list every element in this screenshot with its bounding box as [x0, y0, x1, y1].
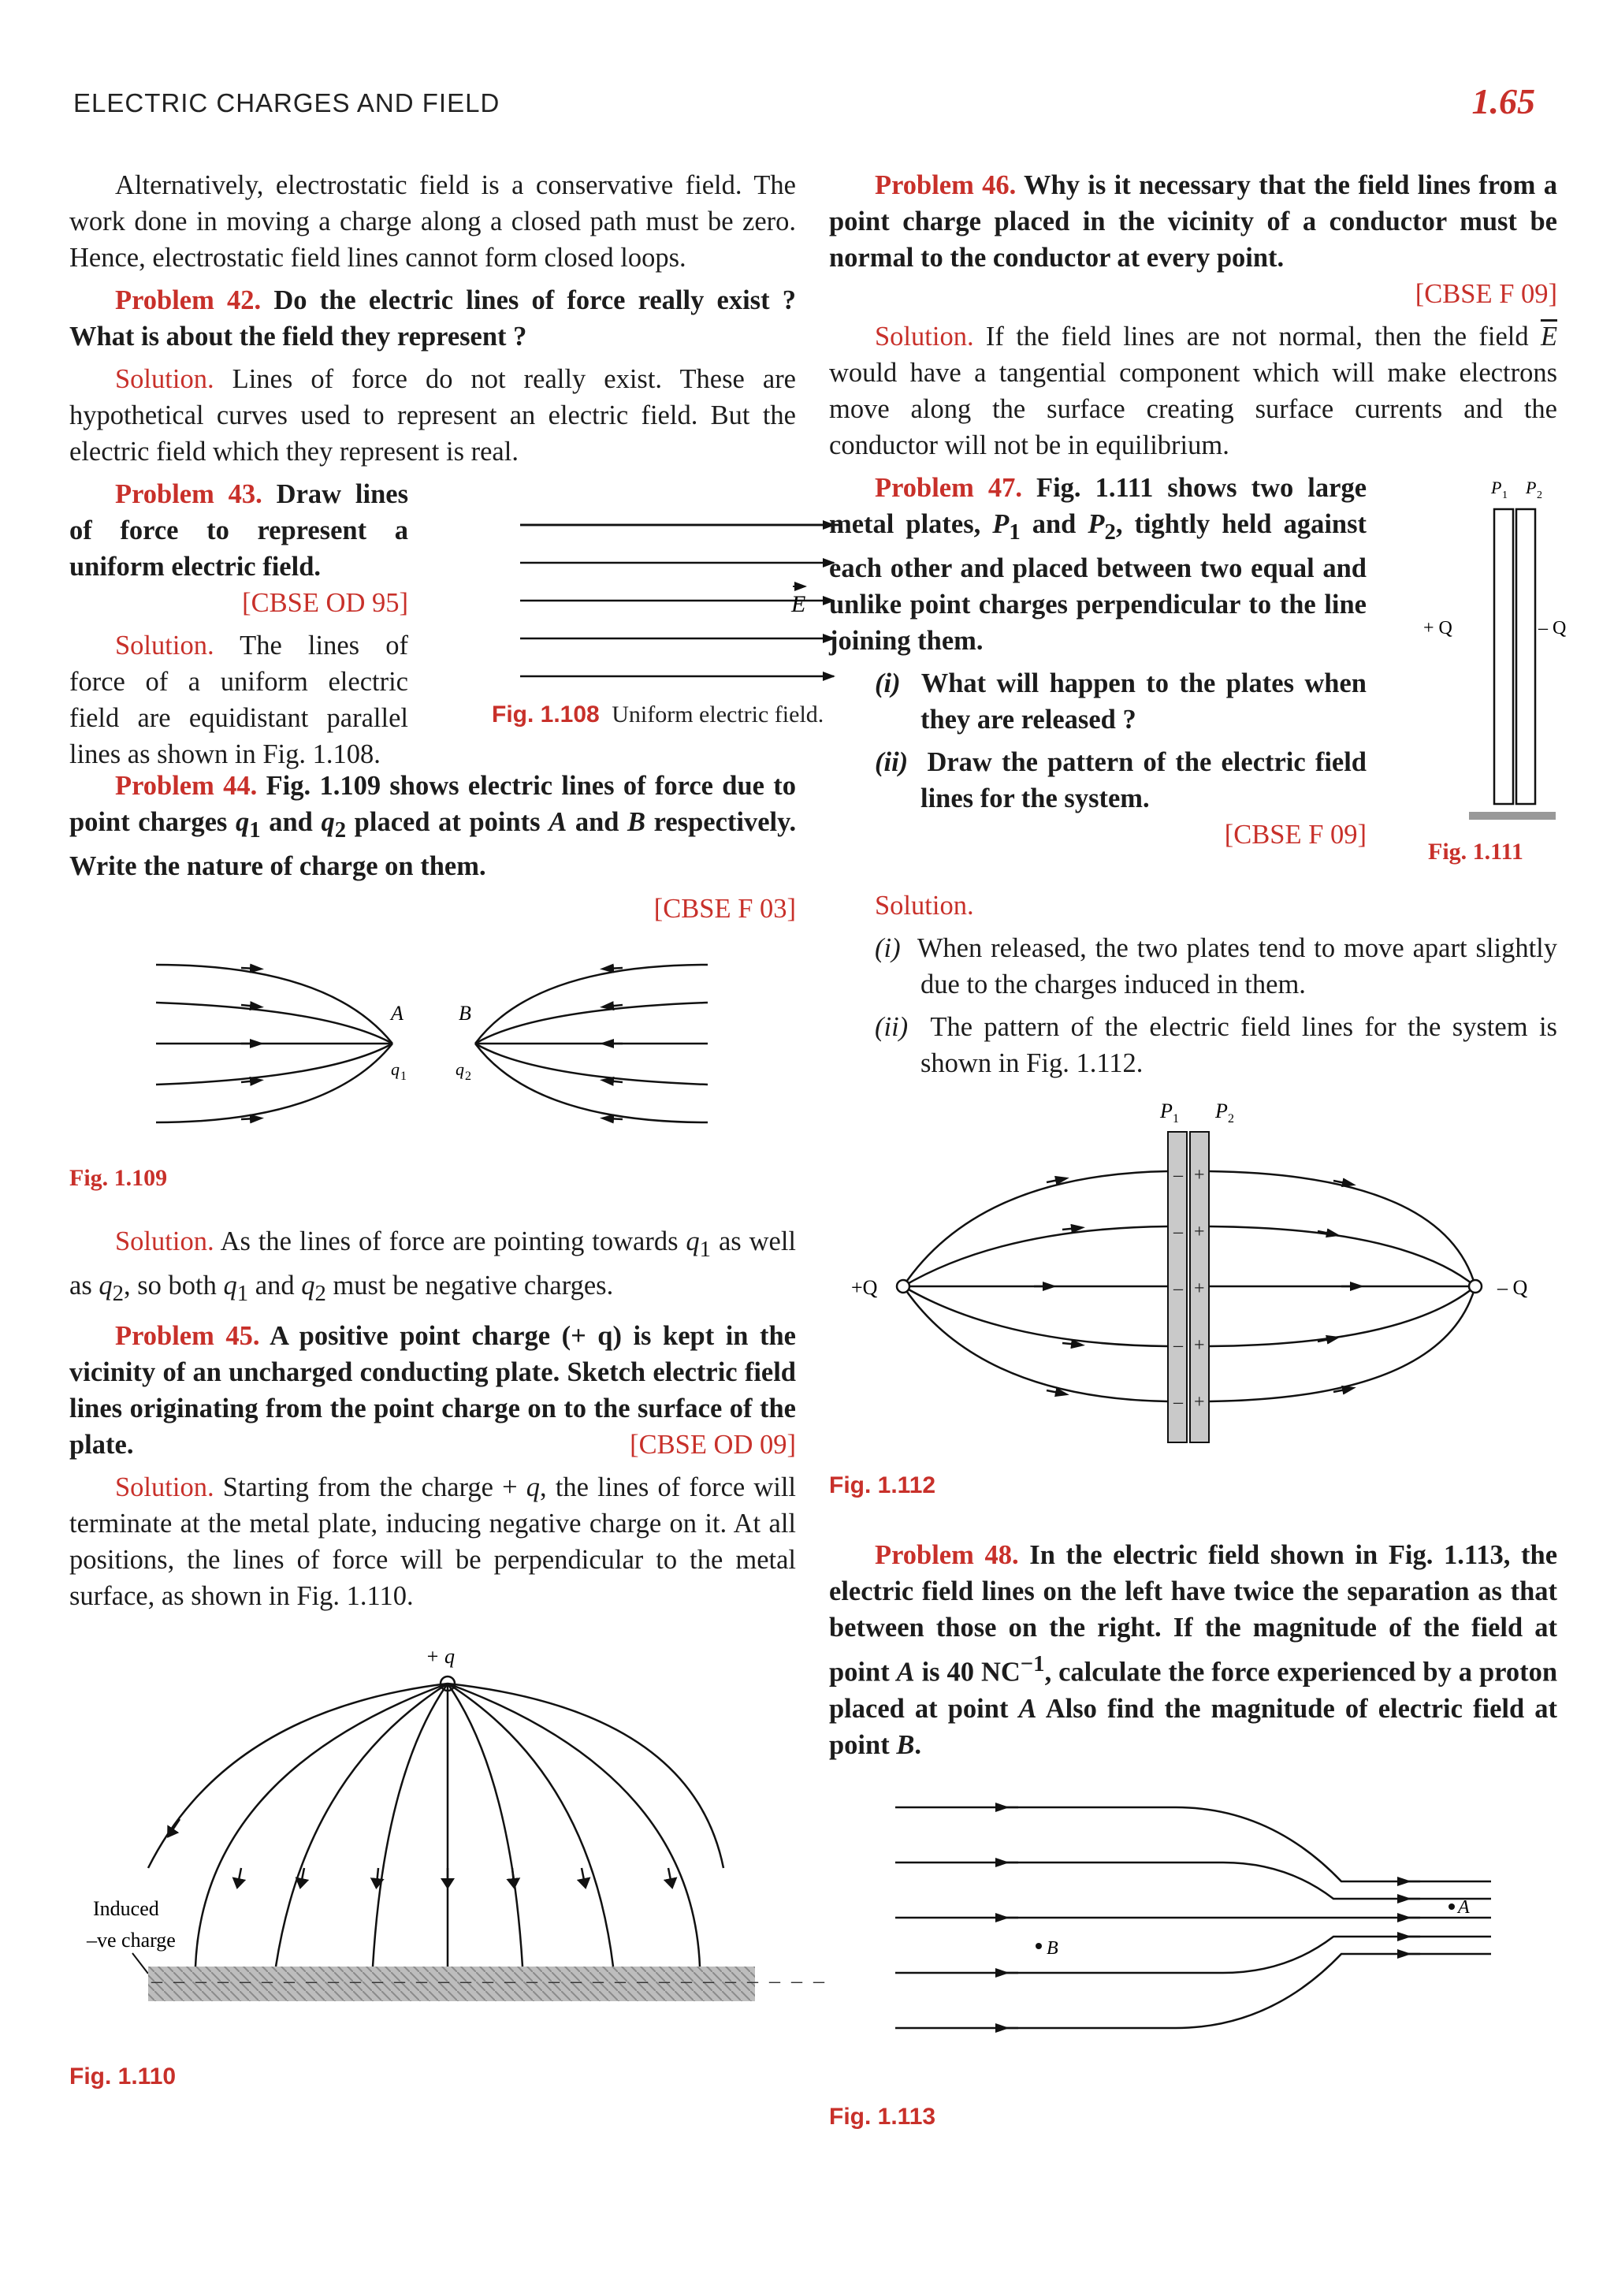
- svg-text:q: q: [456, 1059, 464, 1079]
- problem-45-question: Problem 45. A positive point charge (+ q) is kept in the vicinity of an uncharged conducting plate. Sketch electric field lines originating from the point charge on to the surface of the plate.: [69, 1320, 796, 1460]
- figure-1-108-caption: Fig. 1.108 Uniform electric field.: [492, 701, 824, 728]
- figure-1-108: [448, 508, 824, 807]
- svg-text:– Q: – Q: [1497, 1276, 1528, 1299]
- problem-44-question: Problem 44. Fig. 1.109 shows electric lines of force due to point charges $q_1$ and $q_2$ placed at points A and B respectively. Write the nature of charge on them.: [69, 771, 797, 881]
- svg-text:B: B: [1047, 1937, 1058, 1959]
- svg-text:B: B: [459, 1001, 471, 1025]
- svg-text:––––––––––––––––––––––––––––––: –––––––––––––––––––––––––––––––: [151, 1968, 835, 1993]
- problem-43-question: Problem 43. Draw lines of force to represent a uniform electric field.: [69, 479, 408, 582]
- figure-1-113-caption: Fig. 1.113: [829, 2103, 936, 2130]
- left-column: [69, 167, 835, 2095]
- svg-text:2: 2: [1537, 489, 1542, 501]
- problem-47-block: [829, 470, 1567, 1081]
- svg-text:1: 1: [1173, 1112, 1179, 1126]
- e-field-label: E: [791, 591, 806, 617]
- svg-text:–: –: [1173, 1392, 1183, 1412]
- problem-47-part-i: (i) What will happen to the plates when they are released ?: [875, 668, 1367, 735]
- problem-45-cite: [CBSE OD 09]: [630, 1429, 796, 1460]
- problem-47-solution-i: (i) When released, the two plates tend to move apart slightly due to the charges induced in them.: [875, 933, 1557, 999]
- svg-text:P: P: [1491, 478, 1502, 497]
- svg-text:P: P: [1160, 1100, 1173, 1122]
- problem-46-question: Problem 46. Why is it necessary that the field lines from a point charge placed in the vicinity of a conductor must be normal to the conductor at every point.: [829, 170, 1557, 273]
- problem-43-solution: Solution. The lines of force of a uniform electric field are equidistant parallel lines as shown in Fig. 1.108.: [69, 631, 408, 769]
- problem-47-question: Problem 47. Fig. 1.111 shows two large metal plates, $P_1$ and $P_2$, tightly held against each other and placed between two equal and unlike point charges perpendicular to the line joining them.: [829, 473, 1367, 656]
- svg-text:q: q: [391, 1059, 400, 1079]
- problem-47-solution-ii: (ii) The pattern of the electric field lines for the system is shown in Fig. 1.112.: [875, 1012, 1557, 1078]
- svg-text:A: A: [391, 1001, 404, 1025]
- svg-text:+Q: +Q: [851, 1276, 878, 1299]
- svg-text:–ve charge: –ve charge: [87, 1928, 176, 1952]
- problem-42-solution: Solution. Lines of force do not really exist. These are hypothetical curves used to represent an electric field. But the electric field which they represent is real.: [69, 364, 796, 467]
- problem-44-solution: Solution. As the lines of force are pointing towards $q_1$ as well as $q_2$, so both $q_1$ and $q_2$ must be negative charges.: [69, 1226, 796, 1306]
- svg-text:–: –: [1173, 1278, 1183, 1299]
- svg-text:+ q: + q: [426, 1644, 456, 1668]
- right-column: [829, 167, 1567, 2135]
- problem-46-cite: [CBSE F 09]: [1415, 279, 1557, 309]
- figure-1-110-caption: Fig. 1.110: [69, 2063, 177, 2089]
- svg-text:+: +: [1194, 1335, 1205, 1356]
- problem-48-question: Problem 48. In the electric field shown in Fig. 1.113, the electric field lines on the left have twice the separation as that between those on the right. If the magnitude of the field at point A is 40 $NC^{-1}$, calculate the force experienced by a proton placed at point A Also find the magnitude of electric field at point B.: [829, 1540, 1558, 1760]
- svg-text:–: –: [1173, 1165, 1183, 1185]
- problem-43-block: [69, 476, 824, 823]
- svg-text:–: –: [1173, 1335, 1183, 1356]
- figure-1-110: [69, 1632, 835, 2041]
- figure-1-111: [1376, 470, 1567, 888]
- svg-text:P: P: [1215, 1100, 1228, 1122]
- figure-1-113: [829, 1781, 1554, 2072]
- svg-text:+: +: [1194, 1392, 1205, 1412]
- svg-text:2: 2: [1228, 1112, 1234, 1126]
- problem-44-cite: [CBSE F 03]: [653, 893, 796, 924]
- page-number: 1.65: [1471, 81, 1535, 121]
- problem-47-solution-label: Solution.: [875, 891, 974, 921]
- figure-1-109-caption: Fig. 1.109: [69, 1164, 168, 1191]
- svg-text:1: 1: [400, 1069, 407, 1083]
- problem-47-part-ii: (ii) Draw the pattern of the electric field lines for the system.: [875, 746, 1367, 813]
- figure-1-109: [69, 933, 794, 1193]
- svg-text:2: 2: [465, 1069, 471, 1083]
- svg-text:1: 1: [1502, 489, 1508, 501]
- intro-paragraph: Alternatively, electrostatic field is a conservative field. The work done in moving a charge along a closed path must be zero. Hence, electrostatic field lines cannot form closed loops.: [69, 170, 796, 273]
- svg-text:Induced: Induced: [93, 1896, 159, 1920]
- svg-text:+: +: [1194, 1278, 1205, 1299]
- svg-text:P: P: [1526, 478, 1537, 497]
- svg-text:–: –: [1173, 1222, 1183, 1242]
- svg-text:+ Q: + Q: [1423, 618, 1452, 638]
- svg-text:A: A: [1458, 1896, 1470, 1918]
- problem-43-cite: [CBSE OD 95]: [242, 588, 408, 618]
- problem-45-solution: Solution. Starting from the charge + q, the lines of force will terminate at the metal plate, inducing negative charge on it. At all positions, the lines of force will be perpendicular to the metal surface, as shown in Fig. 1.110.: [69, 1472, 797, 1611]
- problem-47-cite: [CBSE F 09]: [1224, 819, 1367, 850]
- figure-1-112: [829, 1096, 1554, 1442]
- svg-text:+: +: [1194, 1222, 1205, 1242]
- svg-text:– Q: – Q: [1538, 618, 1567, 638]
- figure-1-112-caption: Fig. 1.112: [829, 1472, 936, 1498]
- chapter-title: ELECTRIC CHARGES AND FIELD: [73, 88, 500, 117]
- problem-46-solution: Solution. If the field lines are not normal, then the field $\overline{E}$ would have a tangential component which will make electrons move along the surface creating surface currents and the conductor will not be in equilibrium.: [829, 322, 1558, 460]
- svg-text:Fig. 1.111: Fig. 1.111: [1428, 839, 1523, 865]
- problem-42-question: Problem 42. Do the electric lines of force really exist ? What is about the field they represent ?: [69, 285, 796, 352]
- svg-text:+: +: [1194, 1165, 1205, 1185]
